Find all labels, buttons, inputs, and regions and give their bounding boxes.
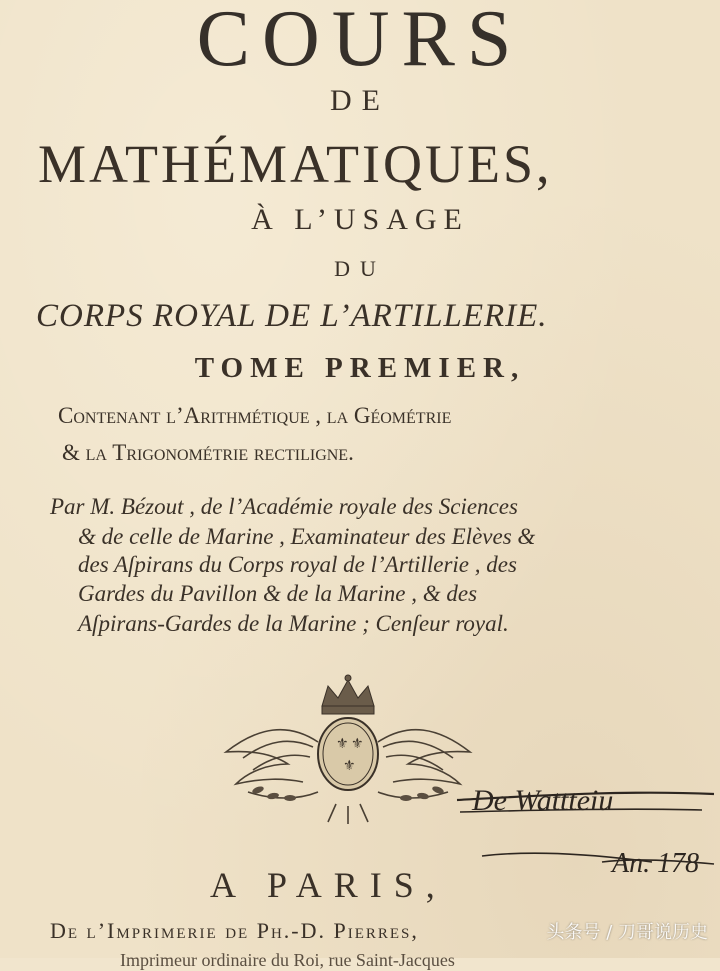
handwritten-signature-icon xyxy=(452,770,720,880)
svg-text:De Wattteiu: De Wattteiu xyxy=(472,784,614,817)
royal-emblem-icon xyxy=(218,672,478,832)
tome-heading: TOME PREMIER, xyxy=(194,352,526,384)
watermark-text: 头条号 / 刀哥说历史 xyxy=(546,922,708,943)
title-cours: COURS xyxy=(196,0,524,83)
author-line-2: & de celle de Marine , Examinateur des Elèves & xyxy=(78,524,536,549)
imprint-city: A PARIS, xyxy=(210,865,447,905)
imprint-printer: De l’Imprimerie de Ph.-D. Pierres, xyxy=(50,918,419,943)
contents-line-2: & la Trigonométrie rectiligne. xyxy=(62,440,354,465)
contents-line-1: Contenant l’Arithmétique , la Géométrie xyxy=(58,403,452,428)
svg-text:⚜: ⚜ xyxy=(351,736,364,752)
author-line-1: Par M. Bézout , de l’Académie royale des Sciences xyxy=(50,494,518,519)
svg-text:⚜: ⚜ xyxy=(343,758,356,774)
title-mathematiques: MATHÉMATIQUES, xyxy=(38,134,553,194)
imprint-cut-line: Imprimeur ordinaire du Roi, rue Saint-Jacques xyxy=(120,950,455,970)
svg-text:An. 178: An. 178 xyxy=(612,848,700,879)
title-du: DU xyxy=(334,256,386,281)
title-a-lusage: À L’USAGE xyxy=(251,203,469,236)
title-de: DE xyxy=(330,84,390,117)
svg-text:⚜: ⚜ xyxy=(336,736,349,752)
author-line-3: des Aſpirans du Corps royal de l’Artillerie , des xyxy=(78,552,517,577)
title-corps-royal: CORPS ROYAL DE L’ARTILLERIE. xyxy=(36,298,548,334)
author-line-4: Gardes du Pavillon & de la Marine , & des xyxy=(78,581,478,606)
author-line-5: Aſpirans-Gardes de la Marine ; Cenſeur royal. xyxy=(78,611,509,636)
